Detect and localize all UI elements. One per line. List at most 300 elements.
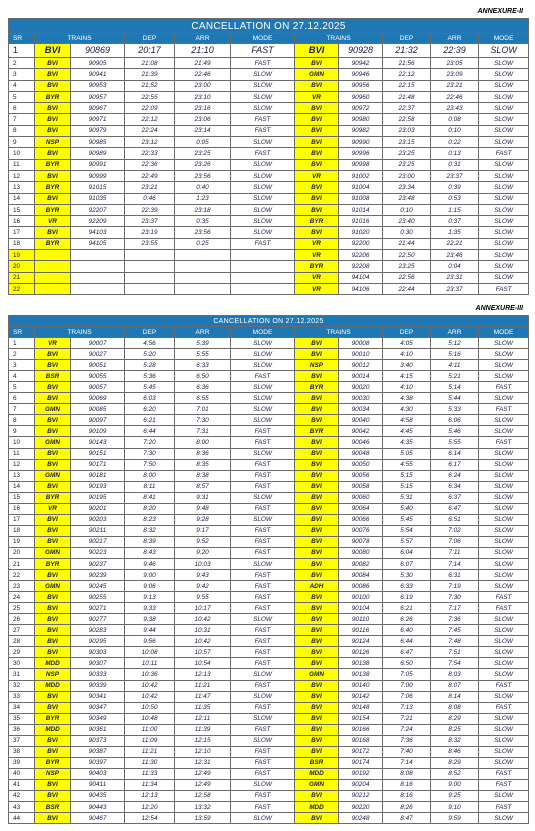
left-arr-time-cell: 22:46 <box>175 69 231 80</box>
right-mode-cell: SLOW <box>479 481 529 492</box>
right-train-number-cell: 90148 <box>339 702 383 713</box>
right-train-number-cell: 90064 <box>339 503 383 514</box>
sr-cell: 17 <box>9 227 35 238</box>
right-mode-cell: SLOW <box>479 69 529 80</box>
left-train-number-cell: 90869 <box>71 44 125 58</box>
left-dep-time-cell: 10:42 <box>125 680 175 691</box>
right-arr-time-cell: 0:39 <box>431 182 479 193</box>
right-dep-time-cell: 3:40 <box>383 360 431 371</box>
left-station-cell: BYR <box>35 492 71 503</box>
left-mode-cell: SLOW <box>231 735 295 746</box>
right-mode-cell: SLOW <box>479 503 529 514</box>
left-train-number-cell: 90217 <box>71 536 125 547</box>
header-arr: ARR <box>431 34 479 44</box>
right-station-cell: BVI <box>295 114 339 125</box>
left-dep-time-cell: 7:30 <box>125 448 175 459</box>
left-train-number-cell: 90361 <box>71 724 125 735</box>
sr-cell: 7 <box>9 114 35 125</box>
left-station-cell: GMN <box>35 470 71 481</box>
right-mode-cell: SLOW <box>479 91 529 102</box>
right-mode-cell: SLOW <box>479 137 529 148</box>
right-station-cell: BVI <box>295 227 339 238</box>
left-dep-time-cell: 21:52 <box>125 80 175 91</box>
right-dep-time-cell: 23:25 <box>383 148 431 159</box>
right-train-number-cell: 92206 <box>339 250 383 261</box>
left-dep-time-cell: 9:56 <box>125 636 175 647</box>
right-arr-time-cell: 0:13 <box>431 148 479 159</box>
right-dep-time-cell: 6:40 <box>383 625 431 636</box>
right-dep-time-cell: 22:50 <box>383 250 431 261</box>
right-station-cell: BVI <box>295 558 339 569</box>
left-train-number-cell: 90097 <box>71 415 125 426</box>
left-mode-cell: FAST <box>231 114 295 125</box>
right-mode-cell: SLOW <box>479 360 529 371</box>
table-row <box>9 193 529 204</box>
left-mode-cell: FAST <box>231 702 295 713</box>
header-mode: MODE <box>479 34 529 44</box>
left-mode-cell: SLOW <box>231 779 295 790</box>
left-arr-time-cell: 1:23 <box>175 193 231 204</box>
right-station-cell: BVI <box>295 735 339 746</box>
left-station-cell: BVI <box>35 125 71 136</box>
left-dep-time-cell: 5:36 <box>125 371 175 382</box>
right-station-cell: VR <box>295 283 339 294</box>
left-arr-time-cell: 10:42 <box>175 636 231 647</box>
sr-cell: 26 <box>9 614 35 625</box>
right-arr-time-cell: 23:43 <box>431 103 479 114</box>
right-arr-time-cell: 0:53 <box>431 193 479 204</box>
left-mode-cell: SLOW <box>231 393 295 404</box>
right-arr-time-cell: 8:07 <box>431 680 479 691</box>
left-station-cell: NSP <box>35 768 71 779</box>
sr-cell: 21 <box>9 558 35 569</box>
right-dep-time-cell: 23:48 <box>383 193 431 204</box>
right-station-cell: BVI <box>295 647 339 658</box>
table-row <box>9 735 529 746</box>
right-train-number-cell: 90076 <box>339 525 383 536</box>
right-train-number-cell: 90204 <box>339 779 383 790</box>
left-arr-time-cell: 5:55 <box>175 349 231 360</box>
right-station-cell: BVI <box>295 492 339 503</box>
right-dep-time-cell: 0:10 <box>383 204 431 215</box>
right-mode-cell: SLOW <box>479 250 529 261</box>
right-dep-time-cell: 8:26 <box>383 802 431 813</box>
annexure-iii-label: ANNEXURE-III <box>475 305 523 312</box>
right-dep-time-cell: 7:14 <box>383 757 431 768</box>
left-arr-time-cell: 13:32 <box>175 802 231 813</box>
left-mode-cell: SLOW <box>231 170 295 181</box>
right-dep-time-cell: 4:10 <box>383 349 431 360</box>
left-mode-cell: FAST <box>231 636 295 647</box>
right-arr-time-cell: 6:47 <box>431 503 479 514</box>
left-train-number-cell: 90989 <box>71 148 125 159</box>
right-station-cell: BVI <box>295 159 339 170</box>
left-station-cell: BVI <box>35 603 71 614</box>
header-arr: ARR <box>431 327 479 338</box>
sr-cell: 17 <box>9 514 35 525</box>
right-station-cell: GMN <box>295 669 339 680</box>
left-train-number-cell: 90055 <box>71 371 125 382</box>
sr-cell: 8 <box>9 125 35 136</box>
left-train-number-cell: 90181 <box>71 470 125 481</box>
left-mode-cell: SLOW <box>231 91 295 102</box>
left-dep-time-cell <box>125 272 175 283</box>
right-train-number-cell: 90086 <box>339 581 383 592</box>
right-station-cell: BVI <box>295 371 339 382</box>
right-station-cell: BVI <box>295 503 339 514</box>
left-arr-time-cell: 7:31 <box>175 426 231 437</box>
left-dep-time-cell: 6:44 <box>125 426 175 437</box>
left-dep-time-cell: 10:48 <box>125 713 175 724</box>
left-dep-time-cell: 8:23 <box>125 514 175 525</box>
header-dep: DEP <box>383 34 431 44</box>
table-title: CANCELLATION ON 27.12.2025 <box>9 19 529 34</box>
left-station-cell: BVI <box>35 779 71 790</box>
left-station-cell: BVI <box>35 103 71 114</box>
right-arr-time-cell: 0:22 <box>431 137 479 148</box>
left-dep-time-cell: 10:36 <box>125 669 175 680</box>
left-station-cell: BVI <box>35 114 71 125</box>
left-mode-cell: FAST <box>231 426 295 437</box>
right-dep-time-cell: 5:40 <box>383 503 431 514</box>
sr-cell: 21 <box>9 272 35 283</box>
right-mode-cell: SLOW <box>479 514 529 525</box>
right-arr-time-cell: 7:14 <box>431 558 479 569</box>
left-mode-cell: FAST <box>231 768 295 779</box>
right-arr-time-cell: 5:33 <box>431 404 479 415</box>
right-train-number-cell: 90990 <box>339 137 383 148</box>
table-row <box>9 757 529 768</box>
left-dep-time-cell: 11:34 <box>125 779 175 790</box>
right-arr-time-cell: 5:16 <box>431 349 479 360</box>
right-mode-cell: SLOW <box>479 125 529 136</box>
right-station-cell: BVI <box>295 746 339 757</box>
left-dep-time-cell: 9:33 <box>125 603 175 614</box>
right-station-cell: BVI <box>295 514 339 525</box>
left-arr-time-cell: 23:16 <box>175 103 231 114</box>
left-station-cell: BYR <box>35 238 71 249</box>
left-arr-time-cell: 11:21 <box>175 680 231 691</box>
right-train-number-cell: 90078 <box>339 536 383 547</box>
right-train-number-cell: 90034 <box>339 404 383 415</box>
left-mode-cell: FAST <box>231 525 295 536</box>
right-mode-cell: SLOW <box>479 581 529 592</box>
right-dep-time-cell: 6:19 <box>383 592 431 603</box>
right-arr-time-cell: 0:37 <box>431 216 479 227</box>
right-dep-time-cell: 5:45 <box>383 514 431 525</box>
right-train-number-cell: 90956 <box>339 80 383 91</box>
right-station-cell: BVI <box>295 570 339 581</box>
left-mode-cell: FAST <box>231 603 295 614</box>
right-mode-cell: SLOW <box>479 338 529 349</box>
right-station-cell: BVI <box>295 614 339 625</box>
left-train-number-cell: 90999 <box>71 170 125 181</box>
left-train-number-cell: 90051 <box>71 360 125 371</box>
right-arr-time-cell: 9:10 <box>431 802 479 813</box>
right-station-cell: BVI <box>295 713 339 724</box>
right-arr-time-cell: 9:25 <box>431 790 479 801</box>
left-station-cell: BVI <box>35 349 71 360</box>
left-station-cell: BVI <box>35 448 71 459</box>
right-train-number-cell: 91004 <box>339 182 383 193</box>
right-dep-time-cell: 22:12 <box>383 69 431 80</box>
sr-cell: 12 <box>9 459 35 470</box>
right-mode-cell: SLOW <box>479 614 529 625</box>
left-mode-cell: FAST <box>231 437 295 448</box>
left-station-cell <box>35 272 71 283</box>
left-train-number-cell: 90905 <box>71 58 125 69</box>
table-row <box>9 371 529 382</box>
right-dep-time-cell: 6:47 <box>383 647 431 658</box>
left-dep-time-cell: 9:46 <box>125 558 175 569</box>
left-train-number-cell: 90397 <box>71 757 125 768</box>
left-mode-cell <box>231 272 295 283</box>
right-dep-time-cell: 4:58 <box>383 415 431 426</box>
left-arr-time-cell: 12:11 <box>175 713 231 724</box>
right-dep-time-cell: 6:07 <box>383 558 431 569</box>
left-mode-cell: FAST <box>231 238 295 249</box>
left-train-number-cell: 90307 <box>71 658 125 669</box>
right-train-number-cell: 90126 <box>339 647 383 658</box>
table-row <box>9 103 529 114</box>
right-dep-time-cell: 23:25 <box>383 159 431 170</box>
right-arr-time-cell: 0:04 <box>431 261 479 272</box>
left-train-number-cell: 90245 <box>71 581 125 592</box>
sr-cell: 8 <box>9 415 35 426</box>
right-train-number-cell: 90042 <box>339 426 383 437</box>
left-station-cell: GMN <box>35 437 71 448</box>
left-dep-time-cell: 23:37 <box>125 216 175 227</box>
right-train-number-cell: 90960 <box>339 91 383 102</box>
right-dep-time-cell: 6:44 <box>383 636 431 647</box>
right-dep-time-cell: 7:13 <box>383 702 431 713</box>
header-sr: SR <box>9 327 35 338</box>
annexure-ii-label: ANNEXURE-II <box>477 8 523 15</box>
left-dep-time-cell: 11:21 <box>125 746 175 757</box>
table-header-row <box>9 34 529 44</box>
left-arr-time-cell: 9:52 <box>175 536 231 547</box>
left-arr-time-cell: 10:54 <box>175 658 231 669</box>
sr-cell: 10 <box>9 148 35 159</box>
left-train-number-cell: 90255 <box>71 592 125 603</box>
table-row <box>9 360 529 371</box>
right-train-number-cell: 90212 <box>339 790 383 801</box>
right-train-number-cell: 90020 <box>339 382 383 393</box>
left-dep-time-cell: 8:11 <box>125 481 175 492</box>
right-train-number-cell: 92200 <box>339 238 383 249</box>
left-dep-time-cell: 21:08 <box>125 58 175 69</box>
sr-cell: 34 <box>9 702 35 713</box>
right-mode-cell: FAST <box>479 404 529 415</box>
right-train-number-cell: 90996 <box>339 148 383 159</box>
sr-cell: 13 <box>9 182 35 193</box>
left-train-number-cell: 94105 <box>71 238 125 249</box>
table-row <box>9 802 529 813</box>
table-row <box>9 603 529 614</box>
right-train-number-cell: 90154 <box>339 713 383 724</box>
left-dep-time-cell: 11:09 <box>125 735 175 746</box>
right-mode-cell: SLOW <box>479 170 529 181</box>
table-row <box>9 404 529 415</box>
right-arr-time-cell: 6:37 <box>431 492 479 503</box>
right-arr-time-cell: 5:14 <box>431 382 479 393</box>
left-train-number-cell: 90341 <box>71 691 125 702</box>
left-arr-time-cell: 12:15 <box>175 735 231 746</box>
table-row <box>9 779 529 790</box>
right-dep-time-cell: 7:06 <box>383 691 431 702</box>
right-station-cell: BVI <box>295 415 339 426</box>
left-dep-time-cell: 12:13 <box>125 790 175 801</box>
left-arr-time-cell <box>175 261 231 272</box>
sr-cell: 42 <box>9 790 35 801</box>
header-arr: ARR <box>175 327 231 338</box>
right-station-cell: GMN <box>295 779 339 790</box>
right-train-number-cell: 90100 <box>339 592 383 603</box>
left-station-cell: BVI <box>35 647 71 658</box>
right-train-number-cell: 90928 <box>339 44 383 58</box>
header-trains: TRAINS <box>295 327 383 338</box>
right-train-number-cell: 94104 <box>339 272 383 283</box>
sr-cell: 22 <box>9 570 35 581</box>
right-arr-time-cell: 23:46 <box>431 250 479 261</box>
left-dep-time-cell: 23:12 <box>125 137 175 148</box>
left-station-cell: BVI <box>35 790 71 801</box>
left-train-number-cell: 90007 <box>71 338 125 349</box>
right-dep-time-cell: 23:34 <box>383 182 431 193</box>
right-arr-time-cell: 1:15 <box>431 204 479 215</box>
right-dep-time-cell: 4:55 <box>383 459 431 470</box>
sr-cell: 25 <box>9 603 35 614</box>
right-dep-time-cell: 7:40 <box>383 746 431 757</box>
left-mode-cell: FAST <box>231 44 295 58</box>
right-dep-time-cell: 5:57 <box>383 536 431 547</box>
left-station-cell: BVI <box>35 58 71 69</box>
right-station-cell: ADH <box>295 581 339 592</box>
sr-cell: 32 <box>9 680 35 691</box>
table-row <box>9 658 529 669</box>
right-train-number-cell: 90110 <box>339 614 383 625</box>
right-train-number-cell: 90248 <box>339 813 383 824</box>
left-dep-time-cell: 5:45 <box>125 382 175 393</box>
right-arr-time-cell: 5:12 <box>431 338 479 349</box>
left-arr-time-cell: 10:57 <box>175 647 231 658</box>
left-mode-cell: FAST <box>231 790 295 801</box>
left-station-cell: BVI <box>35 360 71 371</box>
right-station-cell: BVI <box>295 481 339 492</box>
left-arr-time-cell: 21:10 <box>175 44 231 58</box>
morning-cancellation-table <box>8 315 529 824</box>
header-dep: DEP <box>125 327 175 338</box>
sr-cell: 33 <box>9 691 35 702</box>
table-row <box>9 558 529 569</box>
left-arr-time-cell: 10:03 <box>175 558 231 569</box>
right-train-number-cell: 90056 <box>339 470 383 481</box>
left-arr-time-cell: 9:28 <box>175 514 231 525</box>
table-row <box>9 536 529 547</box>
right-arr-time-cell: 4:11 <box>431 360 479 371</box>
left-mode-cell: SLOW <box>231 193 295 204</box>
right-train-number-cell: 90168 <box>339 735 383 746</box>
right-station-cell: BVI <box>295 393 339 404</box>
left-dep-time-cell: 21:39 <box>125 69 175 80</box>
right-mode-cell: SLOW <box>479 159 529 170</box>
right-station-cell: BVI <box>295 813 339 824</box>
right-arr-time-cell: 5:55 <box>431 437 479 448</box>
left-mode-cell: FAST <box>231 58 295 69</box>
left-station-cell: BVI <box>35 415 71 426</box>
right-dep-time-cell: 6:21 <box>383 603 431 614</box>
left-train-number-cell: 90151 <box>71 448 125 459</box>
table-row <box>9 592 529 603</box>
left-train-number-cell: 90467 <box>71 813 125 824</box>
right-arr-time-cell: 6:31 <box>431 570 479 581</box>
right-arr-time-cell: 23:31 <box>431 272 479 283</box>
sr-cell: 1 <box>9 44 35 58</box>
left-arr-time-cell: 8:36 <box>175 448 231 459</box>
left-mode-cell: FAST <box>231 625 295 636</box>
table-row <box>9 813 529 824</box>
table-row <box>9 148 529 159</box>
left-mode-cell: SLOW <box>231 514 295 525</box>
left-train-number-cell: 90985 <box>71 137 125 148</box>
header-sr: SR <box>9 34 35 44</box>
right-mode-cell: SLOW <box>479 238 529 249</box>
table-row <box>9 69 529 80</box>
right-arr-time-cell: 23:37 <box>431 170 479 181</box>
left-train-number-cell <box>71 250 125 261</box>
right-train-number-cell: 90980 <box>339 114 383 125</box>
right-mode-cell: SLOW <box>479 261 529 272</box>
left-mode-cell: FAST <box>231 757 295 768</box>
left-train-number-cell <box>71 272 125 283</box>
left-dep-time-cell <box>125 250 175 261</box>
right-mode-cell: SLOW <box>479 492 529 503</box>
left-arr-time-cell: 7:01 <box>175 404 231 415</box>
left-arr-time-cell: 9:43 <box>175 570 231 581</box>
left-arr-time-cell: 23:10 <box>175 91 231 102</box>
right-station-cell: BVI <box>295 547 339 558</box>
left-mode-cell: SLOW <box>231 338 295 349</box>
left-mode-cell: FAST <box>231 481 295 492</box>
left-arr-time-cell <box>175 283 231 294</box>
left-mode-cell: SLOW <box>231 69 295 80</box>
left-train-number-cell: 90027 <box>71 349 125 360</box>
table-row <box>9 80 529 91</box>
right-station-cell: BVI <box>295 636 339 647</box>
left-train-number-cell: 90953 <box>71 80 125 91</box>
left-dep-time-cell: 8:43 <box>125 547 175 558</box>
left-arr-time-cell: 0:05 <box>175 137 231 148</box>
right-train-number-cell: 90008 <box>339 338 383 349</box>
left-arr-time-cell: 13:59 <box>175 813 231 824</box>
left-arr-time-cell: 9:20 <box>175 547 231 558</box>
left-arr-time-cell: 10:42 <box>175 614 231 625</box>
left-dep-time-cell: 12:20 <box>125 802 175 813</box>
right-arr-time-cell: 5:21 <box>431 371 479 382</box>
right-station-cell: MDD <box>295 768 339 779</box>
left-dep-time-cell: 6:20 <box>125 404 175 415</box>
right-train-number-cell: 90172 <box>339 746 383 757</box>
right-station-cell: BVI <box>295 680 339 691</box>
right-train-number-cell: 90084 <box>339 570 383 581</box>
table-row <box>9 514 529 525</box>
header-trains: TRAINS <box>35 327 125 338</box>
right-dep-time-cell: 4:10 <box>383 382 431 393</box>
right-mode-cell: FAST <box>479 768 529 779</box>
sr-cell: 6 <box>9 103 35 114</box>
right-mode-cell: SLOW <box>479 813 529 824</box>
left-station-cell: BVI <box>35 636 71 647</box>
